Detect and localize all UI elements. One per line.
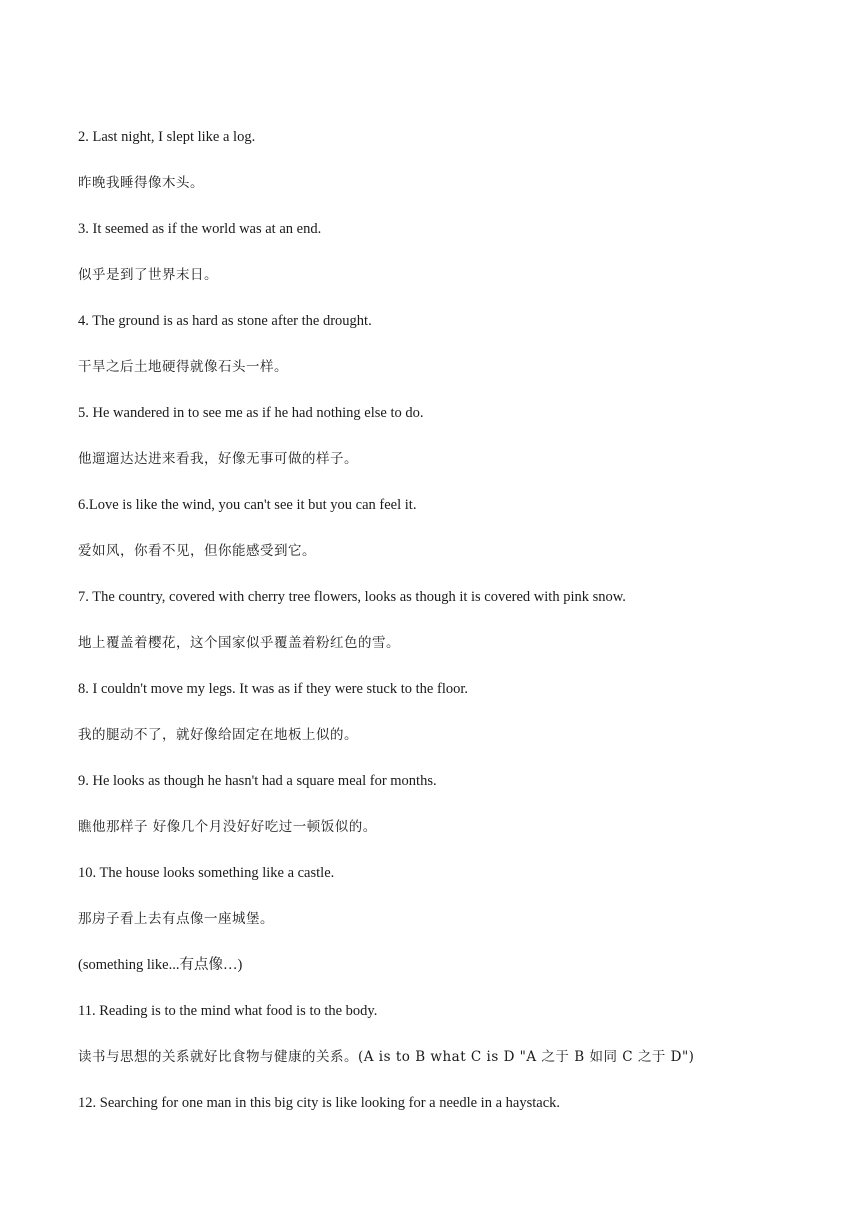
chinese-translation-line: 似乎是到了世界末日。 bbox=[78, 267, 218, 283]
english-sentence-line: 11. Reading is to the mind what food is to the body. bbox=[78, 1003, 378, 1019]
chinese-translation-line: 他遛遛达达进来看我，好像无事可做的样子。 bbox=[78, 451, 358, 467]
english-sentence-line: 12. Searching for one man in this big city is like looking for a needle in a haystack. bbox=[78, 1095, 561, 1111]
english-sentence-line: 5. He wandered in to see me as if he had nothing else to do. bbox=[78, 405, 424, 421]
chinese-translation-line: 昨晚我睡得像木头。 bbox=[78, 175, 204, 191]
english-sentence-line: 6.Love is like the wind, you can't see it but you can feel it. bbox=[78, 497, 417, 513]
chinese-translation-line: 地上覆盖着樱花，这个国家似乎覆盖着粉红色的雪。 bbox=[78, 635, 400, 651]
english-sentence-line: 10. The house looks something like a castle. bbox=[78, 865, 335, 881]
chinese-translation-line: 读书与思想的关系就好比食物与健康的关系。(A is to B what C is D "A 之于 B 如同 C 之于 D") bbox=[78, 1049, 695, 1065]
english-sentence-line: 9. He looks as though he hasn't had a square meal for months. bbox=[78, 773, 437, 789]
chinese-translation-line: 爱如风，你看不见，但你能感受到它。 bbox=[78, 543, 316, 559]
english-sentence-line: 4. The ground is as hard as stone after the drought. bbox=[78, 313, 372, 329]
english-sentence-line: (something like...有点像…) bbox=[78, 957, 243, 973]
chinese-translation-line: 我的腿动不了，就好像给固定在地板上似的。 bbox=[78, 727, 358, 743]
english-sentence-line: 7. The country, covered with cherry tree flowers, looks as though it is covered with pink snow. bbox=[78, 589, 626, 605]
chinese-translation-line: 瞧他那样子 好像几个月没好好吃过一顿饭似的。 bbox=[78, 819, 377, 835]
chinese-translation-line: 干旱之后土地硬得就像石头一样。 bbox=[78, 359, 288, 375]
english-sentence-line: 2. Last night, I slept like a log. bbox=[78, 129, 256, 145]
english-sentence-line: 3. It seemed as if the world was at an end. bbox=[78, 221, 322, 237]
sentence-list bbox=[78, 126, 838, 1138]
english-sentence-line: 8. I couldn't move my legs. It was as if they were stuck to the floor. bbox=[78, 681, 468, 697]
chinese-translation-line: 那房子看上去有点像一座城堡。 bbox=[78, 911, 274, 927]
